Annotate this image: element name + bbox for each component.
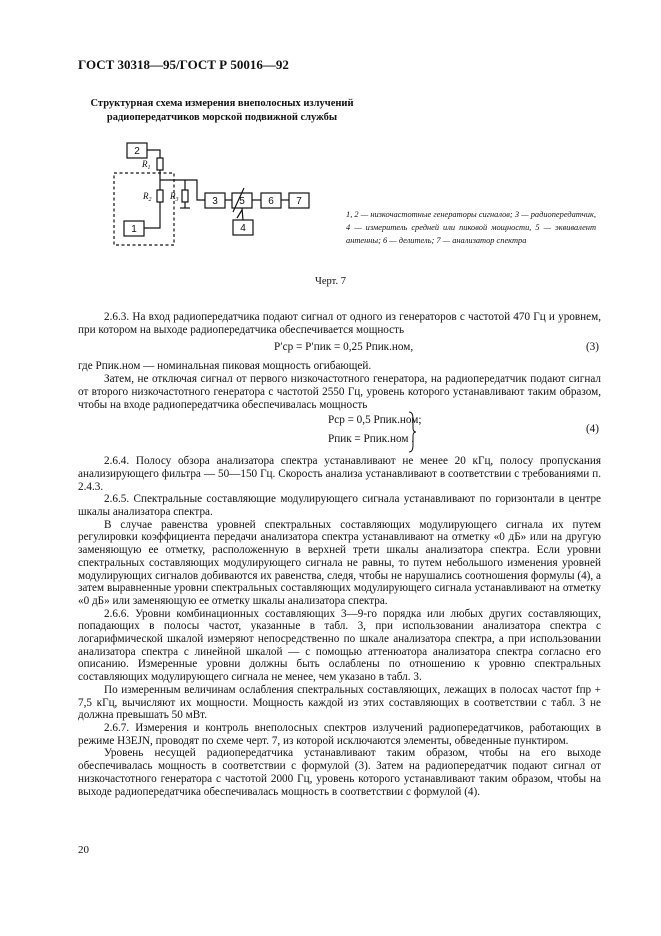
body-text <box>78 311 601 798</box>
paragraph: 2.6.6. Уровни комбинационных составляющих 3—9-го порядка или любых других составляющих, попадающих в полосы частот, указанные в табл. 3, при использовании анализатора спектра с логарифмической шкалой измеряют непосредственно по шкале анализатора спектра, а при использовании анализатора спектра с линейной шкалой — с помощью аттенюатора анализатора спектра согласно его описанию. Измеренные уровни должны быть ослаблены по отношению к уровню спектральных составляющих модулирующего сигнала не менее, чем указано в табл. 3. <box>78 607 601 684</box>
r2-label: $R_2$ <box>143 191 152 203</box>
paragraph: 2.6.4. Полосу обзора анализатора спектра устанавливают не менее 20 кГц, полосу пропускания анализирующего фильтра — 50—150 Гц. Скорость анализа устанавливают в соответствии с требованиями п. 2.4.3. <box>78 455 601 493</box>
box-1-label: 1 <box>131 224 137 235</box>
r3-label: $R_3$ <box>170 191 179 203</box>
resistor-r2 <box>157 190 163 202</box>
paragraph: 2.6.5. Спектральные составляющие модулирующего сигнала устанавливают по горизонтали в центре шкалы анализатора спектра. <box>78 493 601 519</box>
box-4-label: 4 <box>240 223 246 234</box>
figure-caption: 1, 2 — низкочастотные генераторы сигналов; 3 — радиопередатчик, 4 — измеритель средней или пиковой мощности, 5 — эквивалент антенны; 6 — делитель; 7 — анализатор спектра <box>346 210 596 245</box>
box-2-label: 2 <box>134 146 140 157</box>
brace-icon <box>408 411 416 453</box>
formula-4-number: (4) <box>585 423 599 436</box>
formula-3-text: P′ср = P′пик = 0,25 Pпик.ном, <box>274 341 414 354</box>
box-3-label: 3 <box>212 196 218 207</box>
resistor-r3 <box>182 190 188 202</box>
paragraph: где Pпик.ном — номинальная пиковая мощность огибающей. <box>78 360 372 373</box>
figure-label: Черт. 7 <box>315 276 346 287</box>
formula-4-line2: Pпик = Pпик.ном . <box>328 433 415 446</box>
paragraph: В случае равенства уровней спектральных составляющих модулирующего сигнала их путем регулировки коэффициента передачи анализатора спектра устанавливают на отметку «0 дБ» или на другую заменяющую ее отметку, расположенную в верхней трети шкалы анализатора спектра. Если уровни спектральных составляющих модулирующего сигнала не равны, то путем небольшого изменения уровней модулирующих сигналов добиваются их равенства, следя, чтобы не нарушались соотношения формулы (4), а затем выравненные уровни спектральных составляющих модулирующего сигнала устанавливают на отметку «0 дБ» или заменяющую ее отметку шкалы анализатора спектра. <box>78 518 601 607</box>
formula-3-number: (3) <box>585 341 599 354</box>
page-number: 20 <box>78 844 89 856</box>
box-5-label: 5 <box>239 196 245 207</box>
paragraph: 2.6.3. На вход радиопередатчика подают сигнал от одного из генераторов с частотой 470 Гц и уровнем, при котором на выходе радиопередатчика обеспечивается мощность <box>78 311 601 336</box>
block-diagram <box>112 128 327 248</box>
figure-title <box>76 97 368 125</box>
figure-title-line1: Структурная схема измерения внеполосных излучений <box>90 98 354 109</box>
formula-3 <box>78 336 601 360</box>
figure-title-line2: радиопередатчиков морской подвижной службы <box>106 112 338 123</box>
paragraph: 2.6.7. Измерения и контроль внеполосных спектров излучений радиопередатчиков, работающих в режиме H3EJN, проводят по схеме черт. 7, из которой исключаются элементы, обведенные пунктиром. <box>78 721 601 747</box>
resistor-r1 <box>157 158 163 170</box>
box-7-label: 7 <box>296 196 302 207</box>
r1-label: $R_1$ <box>142 159 151 171</box>
paragraph: Затем, не отключая сигнал от первого низкочастотного генератора, на радиопередатчик подают сигнал от второго низкочастотного генератора с частотой 2550 Гц, уровень которого устанавливают таким образом, чтобы на входе радиопередатчика обеспечивалась мощность <box>78 373 601 411</box>
page-header: ГОСТ 30318—95/ГОСТ Р 50016—92 <box>78 57 289 72</box>
paragraph: По измеренным величинам ослабления спектральных составляющих, лежащих в полосах частот fпр + 7,5 кГц, вычисляют их мощности. Мощность каждой из этих составляющих в соответствии с табл. 3 не должна превышать 50 мВт. <box>78 683 601 722</box>
box-6-label: 6 <box>268 196 274 207</box>
formula-4 <box>78 411 601 455</box>
formula-4-line1: Pср = 0,5 Pпик.ном; <box>328 414 422 427</box>
paragraph: Уровень несущей радиопередатчика устанавливают таким образом, чтобы на его выходе обеспечивалась мощность в соответствии с формулой (3). Затем на радиопередатчик подают сигнал от низкочастотного генератора с частотой 2000 Гц, уровень которого устанавливают таким образом, чтобы на выходе радиопередатчика обеспечивалась мощность в соответствии с формулой (4). <box>78 747 601 798</box>
